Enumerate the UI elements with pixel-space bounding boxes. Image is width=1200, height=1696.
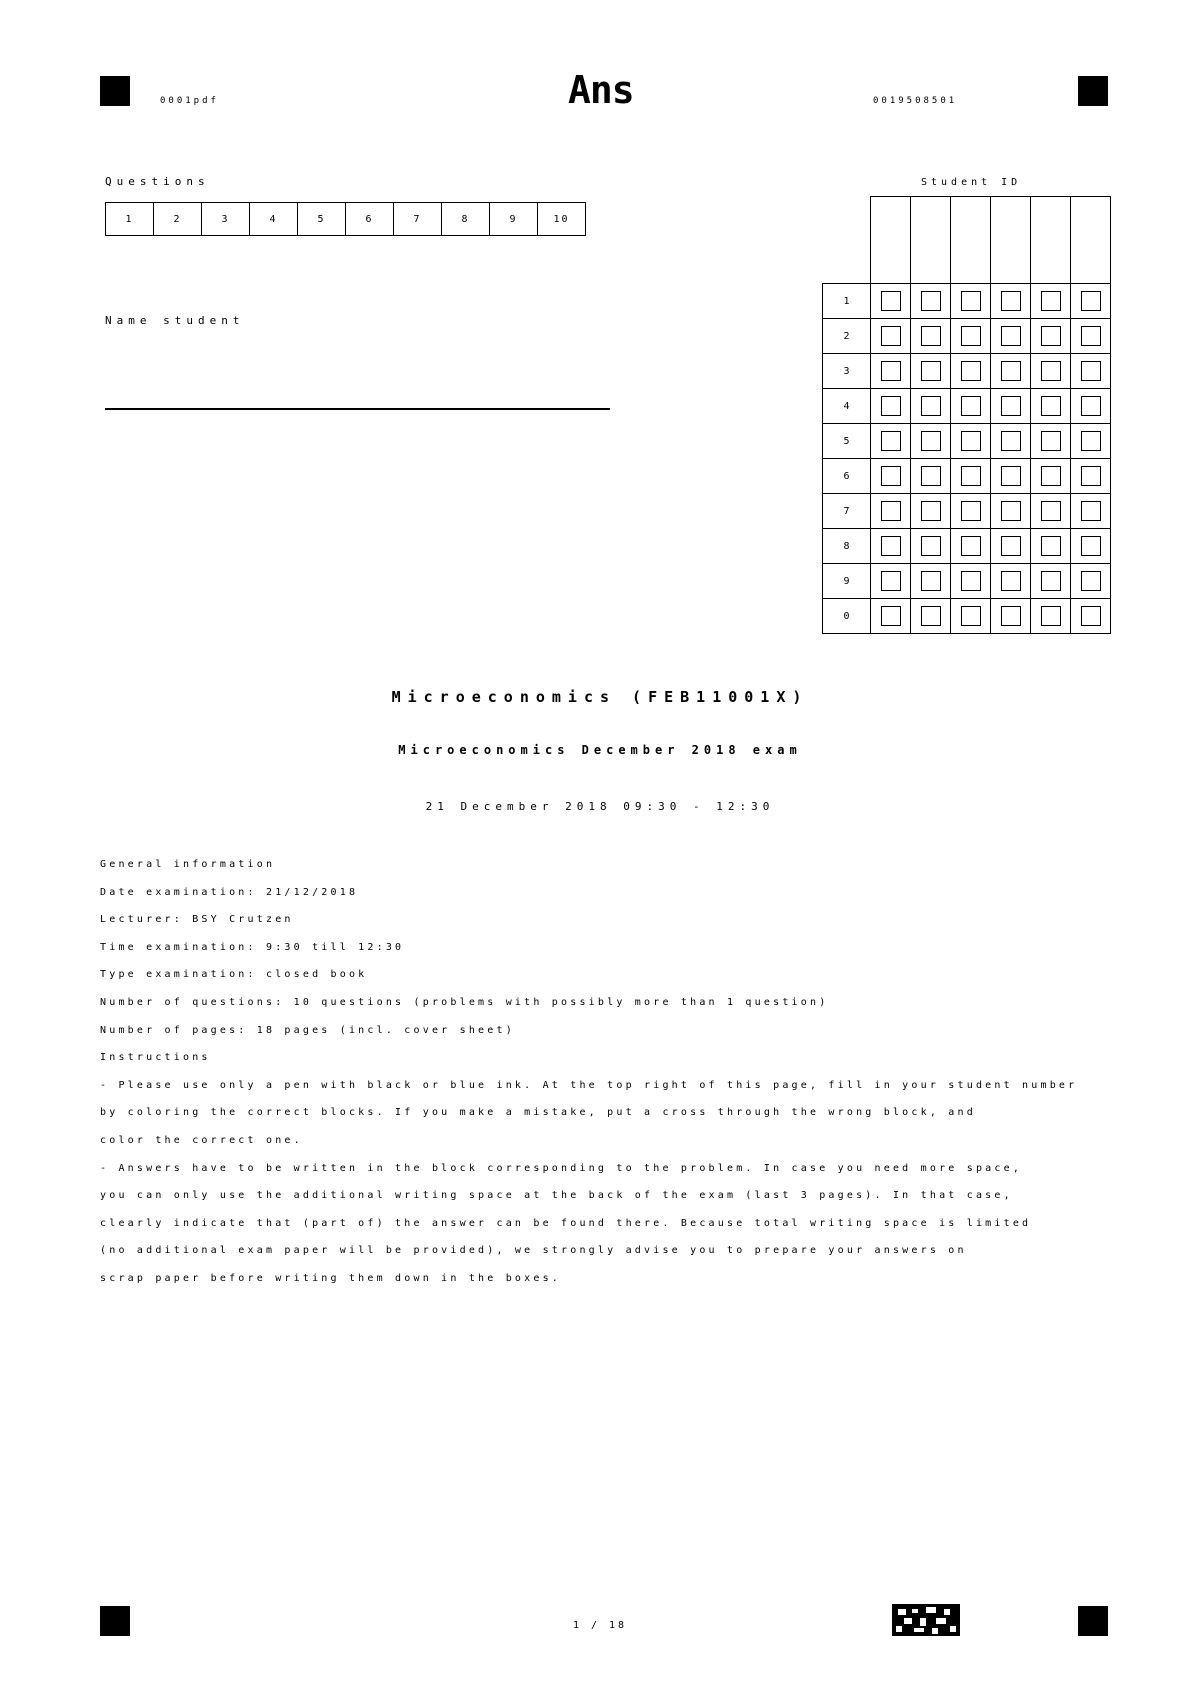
student-id-cell: [1071, 389, 1111, 424]
student-id-cell: [1031, 284, 1071, 319]
student-id-cell: [871, 284, 911, 319]
student-id-bubble[interactable]: [961, 536, 981, 556]
student-id-bubble[interactable]: [1041, 606, 1061, 626]
student-id-bubble[interactable]: [1041, 361, 1061, 381]
student-id-bubble[interactable]: [881, 326, 901, 346]
student-id-cell: [871, 424, 911, 459]
student-id-cell: [871, 389, 911, 424]
student-id-bubble[interactable]: [1041, 291, 1061, 311]
student-id-bubble[interactable]: [881, 571, 901, 591]
info-line: (no additional exam paper will be provided), we strongly advise you to prepare your answers on: [100, 1245, 967, 1257]
document-code: 0001pdf: [160, 96, 219, 106]
student-id-bubble[interactable]: [921, 501, 941, 521]
question-cell: 10: [538, 202, 586, 236]
student-id-cell: [1071, 319, 1111, 354]
question-cell: 6: [346, 202, 394, 236]
student-id-grid: [822, 196, 1111, 634]
student-id-cell: [1031, 599, 1071, 634]
student-id-cell: [1031, 319, 1071, 354]
question-cell: 4: [250, 202, 298, 236]
question-cell: 2: [154, 202, 202, 236]
info-line: Date examination: 21/12/2018: [100, 886, 359, 898]
student-id-digit-label: 6: [823, 459, 871, 494]
student-id-bubble[interactable]: [1001, 291, 1021, 311]
sheet-code: 0019508501: [873, 96, 958, 106]
student-id-cell: [951, 284, 991, 319]
student-id-cell: [1071, 599, 1111, 634]
questions-grid: [105, 202, 586, 236]
info-line: you can only use the additional writing space at the back of the exam (last 3 pages). In that case,: [100, 1190, 1013, 1202]
page-number: 1 / 18: [572, 1620, 628, 1631]
student-id-cell: [951, 459, 991, 494]
info-line: clearly indicate that (part of) the answer can be found there. Because total writing space is limited: [100, 1217, 1032, 1229]
student-id-cell: [951, 389, 991, 424]
student-id-bubble[interactable]: [1001, 571, 1021, 591]
student-id-bubble[interactable]: [1081, 571, 1101, 591]
student-id-bubble[interactable]: [961, 396, 981, 416]
student-id-cell: [911, 284, 951, 319]
question-cell: 7: [394, 202, 442, 236]
info-line: color the correct one.: [100, 1134, 303, 1146]
question-cell: 8: [442, 202, 490, 236]
student-id-bubble[interactable]: [881, 606, 901, 626]
student-id-bubble[interactable]: [1001, 466, 1021, 486]
student-id-bubble[interactable]: [881, 536, 901, 556]
student-id-cell: [911, 354, 951, 389]
student-id-cell: [871, 459, 911, 494]
student-id-cell: [1071, 529, 1111, 564]
student-id-bubble[interactable]: [961, 361, 981, 381]
student-id-bubble[interactable]: [1001, 501, 1021, 521]
student-id-cell: [911, 599, 951, 634]
student-id-bubble[interactable]: [881, 291, 901, 311]
student-id-bubble[interactable]: [1041, 571, 1061, 591]
student-id-bubble[interactable]: [881, 501, 901, 521]
student-id-cell: [1031, 564, 1071, 599]
student-id-bubble[interactable]: [1081, 291, 1101, 311]
student-id-bubble[interactable]: [1001, 431, 1021, 451]
student-id-cell: [991, 284, 1031, 319]
student-id-bubble[interactable]: [1001, 396, 1021, 416]
student-id-cell: [1071, 354, 1111, 389]
student-id-cell: [951, 319, 991, 354]
student-id-cell: [871, 494, 911, 529]
student-id-cell: [1031, 529, 1071, 564]
info-line: Time examination: 9:30 till 12:30: [100, 941, 405, 953]
student-id-cell: [911, 529, 951, 564]
student-id-cell: [911, 389, 951, 424]
student-id-bubble[interactable]: [921, 291, 941, 311]
student-id-bubble[interactable]: [921, 361, 941, 381]
student-id-bubble[interactable]: [961, 571, 981, 591]
student-id-cell: [991, 529, 1031, 564]
student-id-cell: [951, 354, 991, 389]
student-id-cell: [1031, 424, 1071, 459]
student-id-bubble[interactable]: [1001, 361, 1021, 381]
student-id-write-box[interactable]: [871, 197, 911, 284]
ans-logo: Ans: [568, 68, 634, 112]
student-id-cell: [991, 389, 1031, 424]
info-line: General information: [100, 859, 276, 870]
student-id-bubble[interactable]: [1041, 536, 1061, 556]
student-id-write-box[interactable]: [1031, 197, 1071, 284]
student-id-cell: [1071, 564, 1111, 599]
student-id-bubble[interactable]: [961, 606, 981, 626]
student-id-bubble[interactable]: [961, 466, 981, 486]
student-id-bubble[interactable]: [1001, 536, 1021, 556]
corner-marker-top-right: [1078, 76, 1108, 106]
question-cell: 5: [298, 202, 346, 236]
student-id-cell: [1031, 459, 1071, 494]
student-id-bubble[interactable]: [1041, 396, 1061, 416]
student-id-label: Student ID: [921, 177, 1022, 188]
student-id-bubble[interactable]: [961, 431, 981, 451]
info-line: - Please use only a pen with black or blue ink. At the top right of this page, fill in your student number: [100, 1079, 1078, 1091]
student-id-bubble[interactable]: [921, 431, 941, 451]
student-id-digit-label: 7: [823, 494, 871, 529]
info-line: Number of questions: 10 questions (problems with possibly more than 1 question): [100, 996, 829, 1008]
student-id-digit-label: 1: [823, 284, 871, 319]
student-id-bubble[interactable]: [1081, 536, 1101, 556]
datamatrix-code-icon: [892, 1604, 960, 1636]
student-id-bubble[interactable]: [921, 396, 941, 416]
student-id-digit-label: 5: [823, 424, 871, 459]
student-id-cell: [991, 354, 1031, 389]
student-id-cell: [1071, 284, 1111, 319]
student-id-bubble[interactable]: [881, 361, 901, 381]
student-id-bubble[interactable]: [1081, 431, 1101, 451]
student-id-cell: [1071, 494, 1111, 529]
general-information: [100, 851, 1120, 1293]
student-id-bubble[interactable]: [1041, 326, 1061, 346]
exam-name: Microeconomics December 2018 exam: [398, 743, 802, 757]
student-id-cell: [911, 319, 951, 354]
student-id-bubble[interactable]: [921, 326, 941, 346]
info-line: Instructions: [100, 1052, 211, 1064]
student-id-cell: [871, 529, 911, 564]
student-id-bubble[interactable]: [921, 571, 941, 591]
student-id-bubble[interactable]: [1041, 501, 1061, 521]
student-id-bubble[interactable]: [1041, 466, 1061, 486]
student-id-cell: [951, 529, 991, 564]
student-id-bubble[interactable]: [1081, 396, 1101, 416]
name-student-label: Name student: [105, 314, 245, 327]
student-id-digit-label: 2: [823, 319, 871, 354]
student-id-bubble[interactable]: [1081, 501, 1101, 521]
student-id-cell: [911, 494, 951, 529]
student-id-bubble[interactable]: [1001, 606, 1021, 626]
student-id-cell: [1031, 494, 1071, 529]
student-id-cell: [991, 599, 1031, 634]
name-student-line[interactable]: [105, 408, 610, 410]
info-line: by coloring the correct blocks. If you make a mistake, put a cross through the wrong block, and: [100, 1107, 976, 1119]
student-id-bubble[interactable]: [921, 536, 941, 556]
student-id-cell: [951, 494, 991, 529]
student-id-digit-label: 4: [823, 389, 871, 424]
student-id-cell: [871, 564, 911, 599]
student-id-cell: [1071, 459, 1111, 494]
student-id-bubble[interactable]: [881, 466, 901, 486]
questions-label: Questions: [105, 175, 210, 188]
student-id-write-box[interactable]: [1071, 197, 1111, 284]
info-line: - Answers have to be written in the block corresponding to the problem. In case you need more space,: [100, 1162, 1023, 1174]
course-title: Microeconomics (FEB11001X): [391, 688, 809, 706]
student-id-digit-label: 9: [823, 564, 871, 599]
student-id-digit-label: 0: [823, 599, 871, 634]
student-id-cell: [1031, 389, 1071, 424]
student-id-cell: [1071, 424, 1111, 459]
corner-marker-top-left: [100, 76, 130, 106]
student-id-bubble[interactable]: [1041, 431, 1061, 451]
student-id-write-box[interactable]: [911, 197, 951, 284]
student-id-bubble[interactable]: [961, 501, 981, 521]
student-id-cell: [951, 424, 991, 459]
student-id-bubble[interactable]: [921, 606, 941, 626]
student-id-cell: [991, 424, 1031, 459]
student-id-cell: [871, 599, 911, 634]
student-id-cell: [991, 494, 1031, 529]
info-line: Lecturer: BSY Crutzen: [100, 914, 294, 926]
question-cell: 9: [490, 202, 538, 236]
student-id-digit-label: 3: [823, 354, 871, 389]
student-id-cell: [991, 564, 1031, 599]
question-cell: 3: [202, 202, 250, 236]
student-id-bubble[interactable]: [1081, 466, 1101, 486]
student-id-cell: [951, 564, 991, 599]
student-id-cell: [871, 354, 911, 389]
student-id-bubble[interactable]: [1081, 361, 1101, 381]
exam-datetime: 21 December 2018 09:30 - 12:30: [425, 800, 775, 813]
student-id-bubble[interactable]: [1001, 326, 1021, 346]
info-line: scrap paper before writing them down in the boxes.: [100, 1272, 562, 1284]
student-id-cell: [911, 459, 951, 494]
student-id-bubble[interactable]: [961, 326, 981, 346]
student-id-cell: [871, 319, 911, 354]
student-id-cell: [911, 564, 951, 599]
student-id-write-box[interactable]: [951, 197, 991, 284]
student-id-cell: [951, 599, 991, 634]
question-cell: 1: [106, 202, 154, 236]
info-line: Number of pages: 18 pages (incl. cover sheet): [100, 1024, 515, 1036]
student-id-cell: [911, 424, 951, 459]
info-line: Type examination: closed book: [100, 969, 368, 981]
student-id-bubble[interactable]: [921, 466, 941, 486]
student-id-bubble[interactable]: [961, 291, 981, 311]
student-id-digit-label: 8: [823, 529, 871, 564]
student-id-bubble[interactable]: [1081, 326, 1101, 346]
student-id-bubble[interactable]: [881, 396, 901, 416]
student-id-bubble[interactable]: [1081, 606, 1101, 626]
student-id-cell: [1031, 354, 1071, 389]
student-id-bubble[interactable]: [881, 431, 901, 451]
student-id-cell: [991, 319, 1031, 354]
student-id-write-box[interactable]: [991, 197, 1031, 284]
student-id-cell: [991, 459, 1031, 494]
